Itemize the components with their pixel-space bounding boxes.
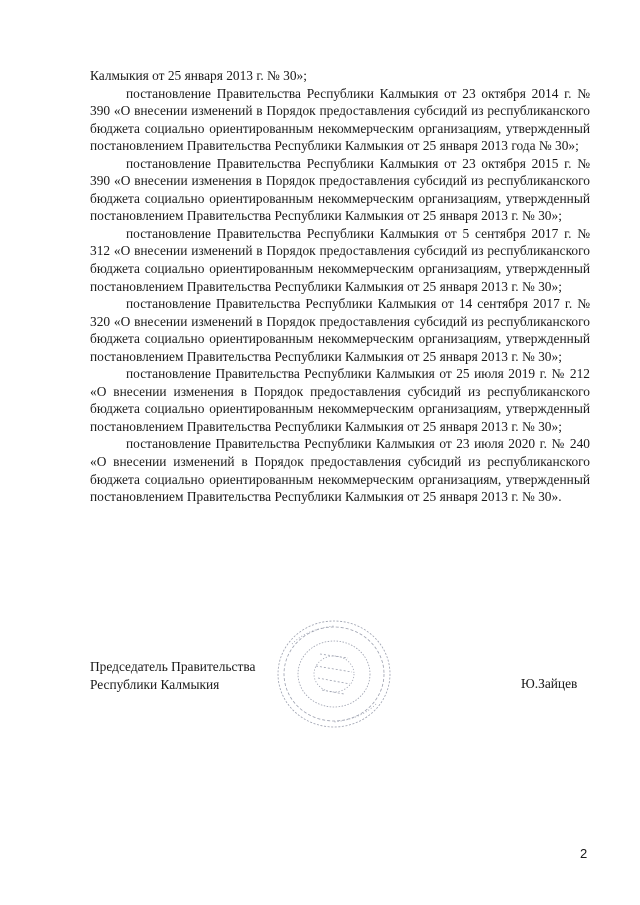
paragraph-resolution-2015: постановление Правительства Республики Калмыкия от 23 октября 2015 г. № 390 «О внесении изменения в Порядок предоставления субсидий из республиканского бюджета социально ориентированным некоммерческим организациям, утвержденный постановлением Правительства Республики Калмыкия от 25 января 2013 г. № 30»; <box>90 155 590 224</box>
signatory-title-line1: Председатель Правительства <box>90 659 256 674</box>
page-number: 2 <box>580 846 588 861</box>
signatory-title-line2: Республики Калмыкия <box>90 676 220 692</box>
paragraph-continuation: Калмыкия от 25 января 2013 г. № 30»; <box>90 68 307 83</box>
paragraph-resolution-2017-320: постановление Правительства Республики Калмыкия от 14 сентября 2017 г. № 320 «О внесении изменений в Порядок предоставления субсидий из республиканского бюджета социально ориентированным некоммерческим организациям, утвержденный постановлением Правительства Республики Калмыкия от 25 января 2013 г. № 30»; <box>90 296 590 364</box>
signatory-title <box>90 658 255 693</box>
paragraph-resolution-2019: постановление Правительства Республики Калмыкия от 25 июля 2019 г. № 212 «О внесении изменения в Порядок предоставления субсидий из республиканского бюджета социально ориентированным некоммерческим организациям, утвержденный постановлением Правительства Республики Калмыкия от 25 января 2013 г. № 30»; <box>90 366 590 434</box>
paragraph-resolution-2014: постановление Правительства Республики Калмыкия от 23 октября 2014 г. № 390 «О внесении изменений в Порядок предоставления субсидий из республиканского бюджета социально ориентированным некоммерческим организациям, утвержденный постановлением Правительства Республики Калмыкия от 25 января 2013 года № 30»; <box>90 85 590 154</box>
signatory-name: Ю.Зайцев <box>521 676 578 691</box>
paragraph-resolution-2020: постановление Правительства Республики Калмыкия от 23 июля 2020 г. № 240 «О внесении изменений в Порядок предоставления субсидий из республиканского бюджета социально ориентированным некоммерческим организациям, утвержденный постановлением Правительства Республики Калмыкия от 25 января 2013 г. № 30». <box>90 436 590 505</box>
paragraph-resolution-2017-312: постановление Правительства Республики Калмыкия от 5 сентября 2017 г. № 312 «О внесении изменений в Порядок предоставления субсидий из республиканского бюджета социально ориентированным некоммерческим организациям, утвержденный постановлением Правительства Республики Калмыкия от 25 января 2013 г. № 30»; <box>90 225 590 294</box>
document-body <box>90 67 590 506</box>
official-seal <box>272 614 396 734</box>
